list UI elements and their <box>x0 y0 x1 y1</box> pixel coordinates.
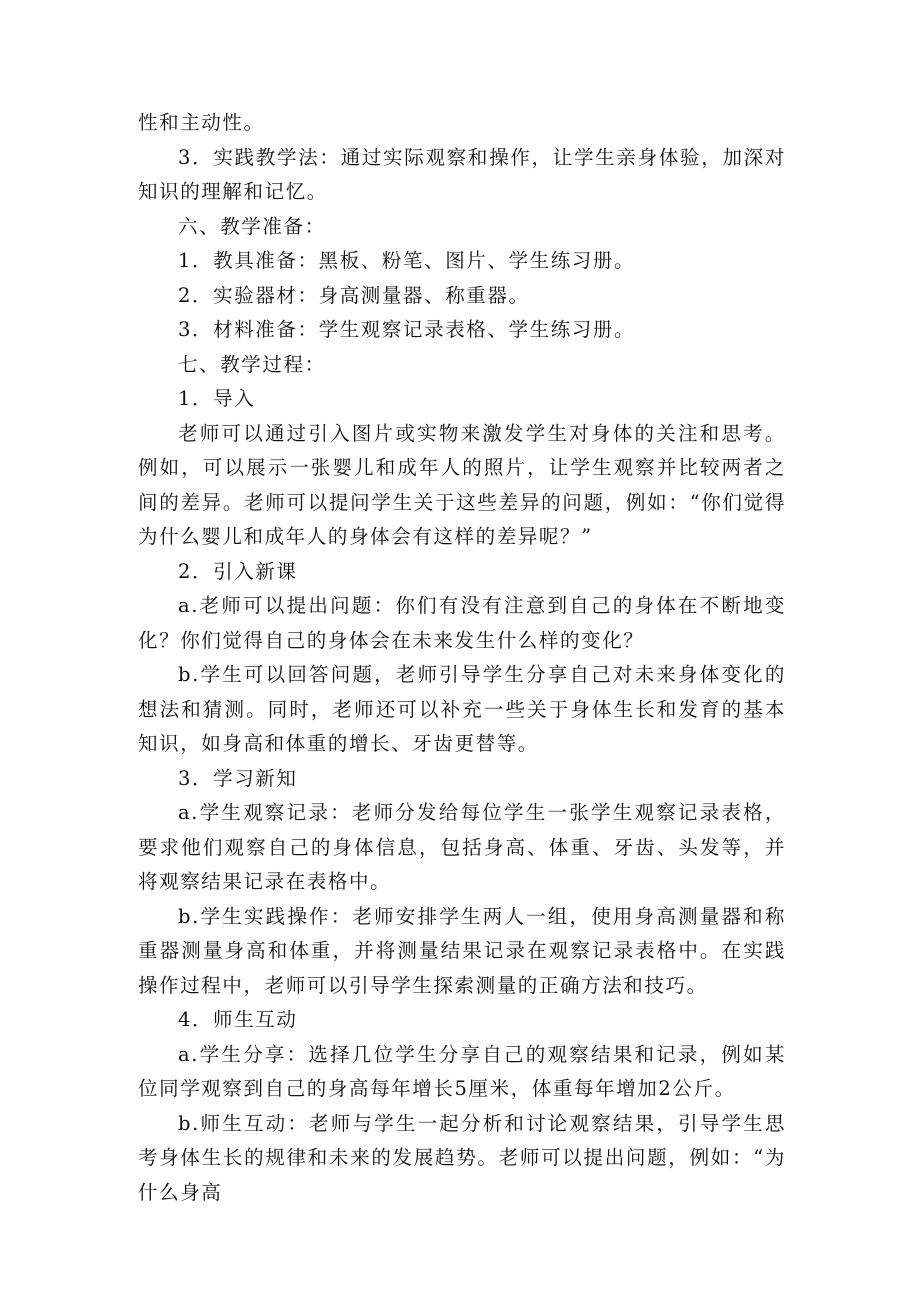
list-item-teaching-tools: 1．教具准备：黑板、粉笔、图片、学生练习册。 <box>178 249 636 272</box>
subheading-new-lesson: 2．引入新课 <box>178 559 298 583</box>
list-item-materials: 3．材料准备：学生观察记录表格、学生练习册。 <box>178 318 636 341</box>
paragraph-introduction: 老师可以通过引入图片或实物来激发学生对身体的关注和思考。例如，可以展示一张婴儿和成年人的照片，让学生观察并比较两者之间的差异。老师可以提问学生关于这些差异的问题，例如：“你们觉得为什么婴儿和成年人的身体会有这样的差异呢？” <box>138 421 786 548</box>
subheading-introduction: 1．导入 <box>178 387 256 410</box>
paragraph-learn-new-b: b.学生实践操作：老师安排学生两人一组，使用身高测量器和称重器测量身高和体重，并将测量结果记录在观察记录表格中。在实践操作过程中，老师可以引导学生探索测量的正确方法和技巧。 <box>138 904 786 997</box>
subheading-interaction: 4．师生互动 <box>178 1008 298 1031</box>
list-item-equipment: 2．实验器材：身高测量器、称重器。 <box>178 283 530 307</box>
document-body <box>138 106 786 1210</box>
paragraph-new-lesson-a: a.老师可以提出问题：你们有没有注意到自己的身体在不断地变化？你们觉得自己的身体会在未来发生什么样的变化？ <box>138 594 786 652</box>
paragraph-continuation: 性和主动性。 <box>138 111 265 134</box>
section-heading-preparation: 六、教学准备： <box>178 214 326 238</box>
paragraph-interaction-a: a.学生分享：选择几位学生分享自己的观察结果和记录，例如某位同学观察到自己的身高每年增长5厘米，体重每年增加2公斤。 <box>138 1042 786 1100</box>
paragraph-new-lesson-b: b.学生可以回答问题，老师引导学生分享自己对未来身体变化的想法和猜测。同时，老师还可以补充一些关于身体生长和发育的基本知识，如身高和体重的增长、牙齿更替等。 <box>138 663 786 755</box>
section-heading-process: 七、教学过程： <box>178 352 326 376</box>
paragraph-method-practice: 3．实践教学法：通过实际观察和操作，让学生亲身体验，加深对知识的理解和记忆。 <box>138 145 786 203</box>
paragraph-learn-new-a: a.学生观察记录：老师分发给每位学生一张学生观察记录表格，要求他们观察自己的身体信息，包括身高、体重、牙齿、头发等，并将观察结果记录在表格中。 <box>138 801 786 893</box>
paragraph-interaction-b: b.师生互动：老师与学生一起分析和讨论观察结果，引导学生思考身体生长的规律和未来的发展趋势。老师可以提出问题，例如：“为什么身高 <box>138 1111 786 1204</box>
subheading-learn-new: 3．学习新知 <box>178 766 298 790</box>
